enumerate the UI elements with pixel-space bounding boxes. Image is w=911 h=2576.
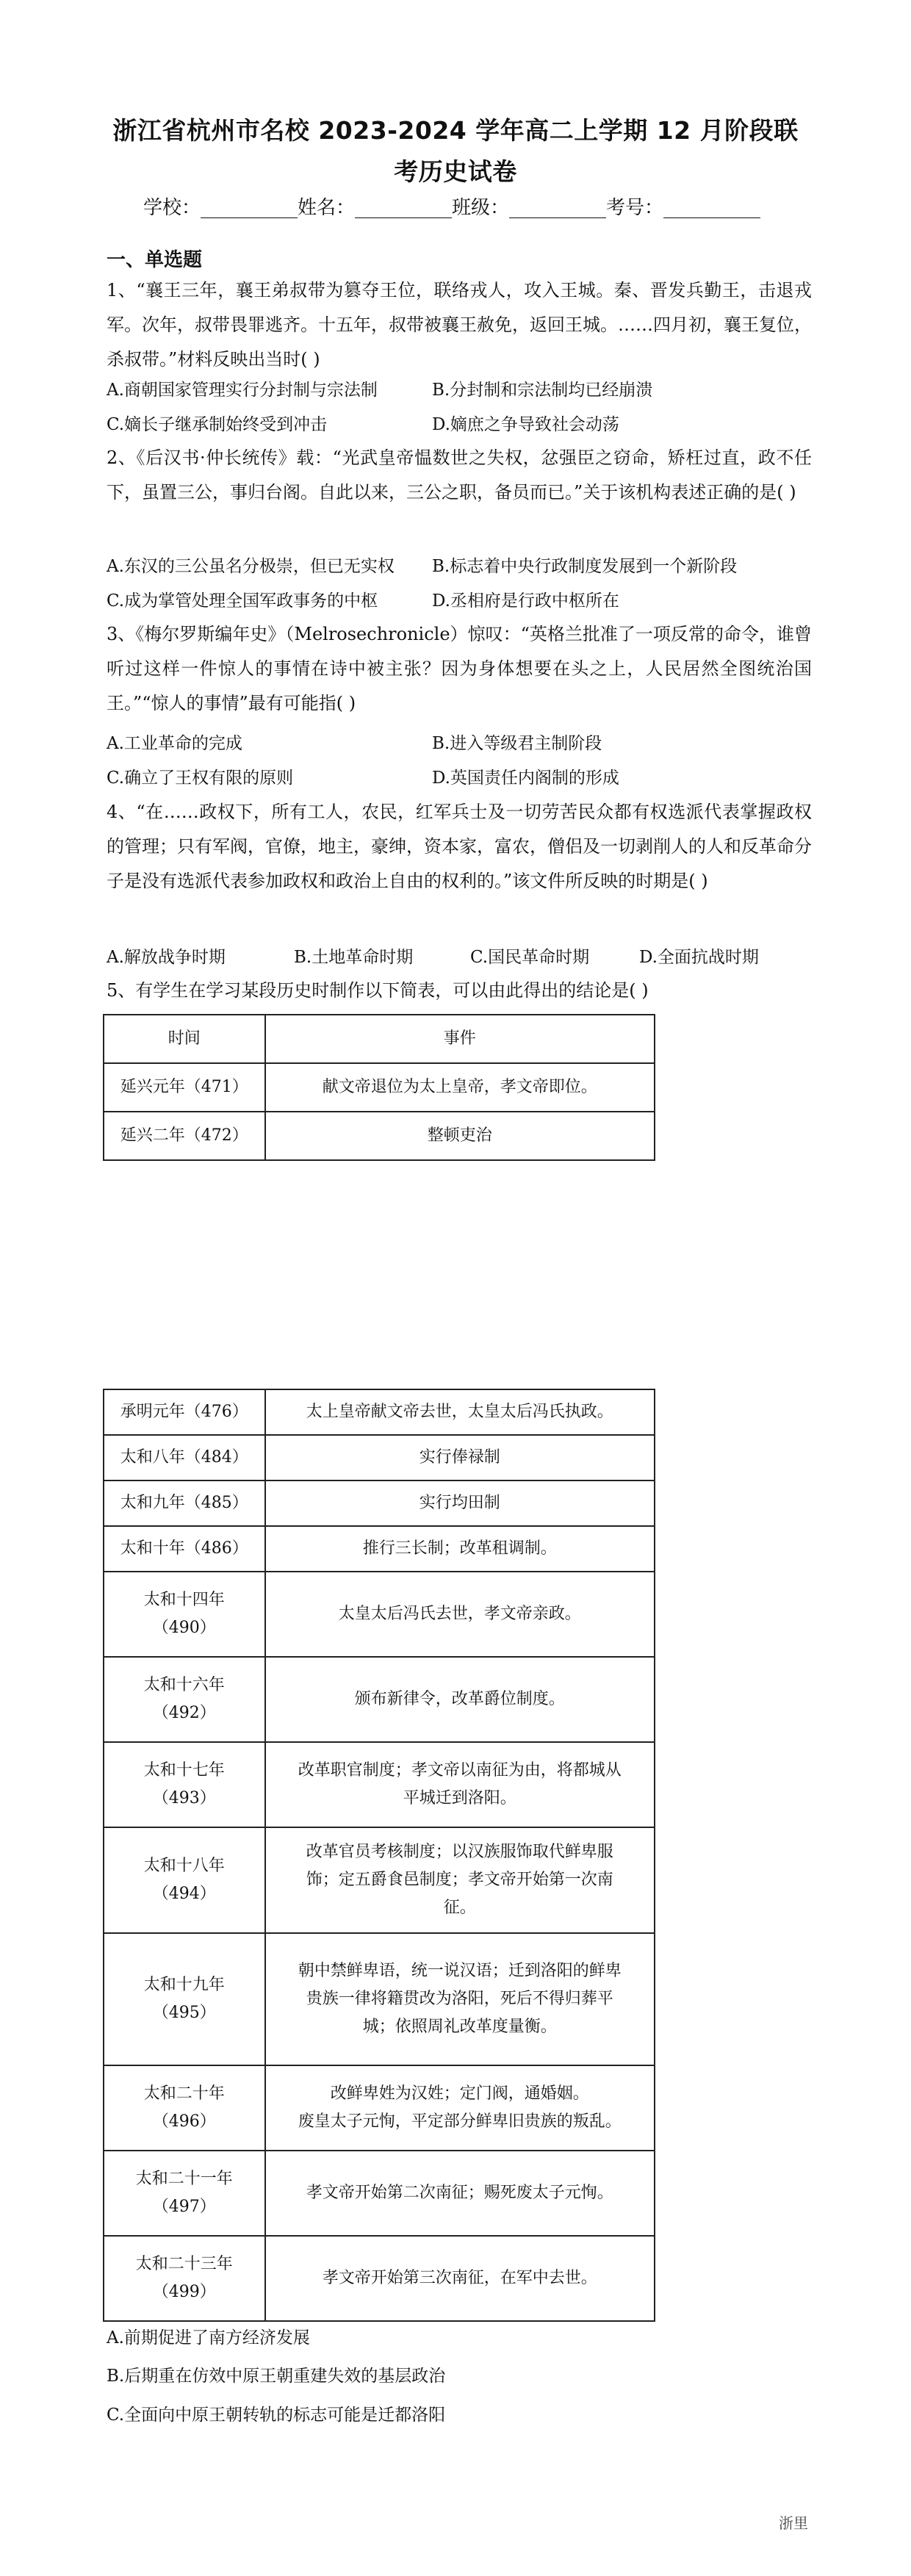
question-1-option-d: D.嫡庶之争导致社会动荡: [432, 415, 619, 434]
table-cell-event: [265, 1526, 655, 1572]
question-3-stem: 3、《梅尔罗斯编年史》（Melrosechronicle）惊叹：“英格兰批准了一项反常的命令，谁曾听过这样一件惊人的事情在诗中被主张？因为身体想要在头之上，人民居然全图统治国王。”“惊人的事情”最有可能指( ): [107, 624, 812, 713]
table-cell-time-line: 太和二十一年: [135, 2170, 233, 2188]
table-cell-event-line: 推行三长制；改革租调制。: [362, 1539, 557, 1558]
table-cell-event-line: 太皇太后冯氏去世，孝文帝亲政。: [338, 1605, 581, 1623]
question-5-stem: 5、有学生在学习某段历史时制作以下简表，可以由此得出的结论是( ): [107, 980, 649, 1001]
table-cell-event-line: 贵族一律将籍贯改为洛阳，死后不得归葬平: [306, 1990, 613, 2008]
table-cell-event: [265, 1657, 655, 1742]
table-cell-time-line: 太和十年（486）: [120, 1539, 248, 1558]
table-cell-time-line: 太和二十三年: [135, 2255, 233, 2273]
table-row: [104, 1657, 655, 1742]
question-4-option-d: D.全面抗战时期: [639, 948, 759, 967]
table-cell-event: [265, 1572, 655, 1657]
table-cell-time-line: （499）: [152, 2283, 216, 2301]
question-2-option-c: C.成为掌管处理全国军政事务的中枢: [107, 591, 378, 611]
table-cell-event-line: 整顿吏治: [427, 1126, 492, 1145]
table-cell-event: [265, 2151, 655, 2236]
table-row: [104, 1063, 655, 1112]
table-cell-time: [104, 1526, 265, 1572]
table-cell-time-line: 太和八年（484）: [120, 1448, 248, 1467]
section-title: 一、单选题: [107, 249, 203, 271]
question-4-option-a: A.解放战争时期: [107, 948, 226, 967]
table-cell-event: [265, 1389, 655, 1435]
table-cell-event-line: 改革官员考核制度；以汉族服饰取代鲜卑服: [306, 1843, 613, 1861]
table-row: [104, 1526, 655, 1572]
question-5-option-c: C.全面向中原王朝转轨的标志可能是迁都洛阳: [107, 2406, 446, 2425]
table-cell-time: [104, 1657, 265, 1742]
table-row: [104, 2151, 655, 2236]
table-row: [104, 2065, 655, 2151]
question-1-option-b: B.分封制和宗法制均已经崩溃: [432, 381, 653, 400]
table-cell-time-line: 延兴元年（471）: [120, 1078, 248, 1096]
question-2-option-a: A.东汉的三公虽名分极崇，但已无实权: [107, 557, 395, 576]
table-cell-event-line: 朝中禁鲜卑语，统一说汉语；迁到洛阳的鲜卑: [298, 1962, 622, 1980]
table-cell-event: [265, 2065, 655, 2151]
table-row: [104, 1112, 655, 1160]
school-label: 学校：: [143, 197, 201, 219]
table-cell-event: [265, 1112, 655, 1160]
table-cell-time: [104, 2151, 265, 2236]
question-5-option-b: B.后期重在仿效中原王朝重建失效的基层政治: [107, 2367, 446, 2386]
question-2-stem: 2、《后汉书·仲长统传》载：“光武皇帝愠数世之失权，忿强臣之窃命，矫枉过直，政不任下，虽置三公，事归台阁。自此以来，三公之职，备员而已。”关于该机构表述正确的是( ): [107, 447, 812, 503]
school-blank: [201, 198, 298, 218]
table-row: [104, 1827, 655, 1933]
table-row: [104, 2236, 655, 2321]
table-cell-time-line: （496）: [152, 2112, 216, 2131]
table-cell-event-line: 征。: [443, 1899, 476, 1917]
table-cell-time-line: 太和十八年: [143, 1857, 225, 1875]
table-cell-event: [265, 1063, 655, 1112]
table-cell-event-line: 孝文帝开始第三次南征，在军中去世。: [322, 2269, 597, 2287]
table-cell-event-line: 城；依照周礼改革度量衡。: [362, 2018, 557, 2036]
table-header-time: 时间: [104, 1015, 265, 1063]
table-cell-event: [265, 1435, 655, 1481]
table-cell-time-line: 太和十六年: [143, 1676, 225, 1694]
class-blank: [509, 198, 606, 218]
table-cell-time-line: （495）: [152, 2004, 216, 2022]
question-5-option-a: A.前期促进了南方经济发展: [107, 2328, 310, 2347]
table-cell-event: [265, 1481, 655, 1526]
question-3-option-d: D.英国责任内阁制的形成: [432, 769, 619, 788]
question-2-option-b: B.标志着中央行政制度发展到一个新阶段: [432, 557, 738, 576]
question-3-option-c: C.确立了王权有限的原则: [107, 769, 294, 788]
table-cell-time-line: 太和十七年: [143, 1761, 225, 1780]
table-cell-event-line: 废皇太子元恂，平定部分鲜卑旧贵族的叛乱。: [298, 2112, 622, 2131]
table-row: [104, 1933, 655, 2065]
table-cell-event-line: 平城迁到洛阳。: [403, 1789, 516, 1807]
table-cell-time-line: 太和十九年: [143, 1976, 225, 1994]
table-cell-event-line: 改革职官制度；孝文帝以南征为由，将都城从: [298, 1761, 622, 1780]
table-cell-time-line: 承明元年（476）: [120, 1403, 248, 1421]
question-1-option-c: C.嫡长子继承制始终受到冲击: [107, 415, 328, 434]
question-4-option-b: B.土地革命时期: [294, 948, 414, 967]
table-cell-time: [104, 2236, 265, 2321]
table-cell-time: [104, 1481, 265, 1526]
table-cell-time-line: 延兴二年（472）: [120, 1126, 248, 1145]
question-1-stem: 1、“襄王三年，襄王弟叔带为篡夺王位，联络戎人，攻入王城。秦、晋发兵勤王，击退戎军。次年，叔带畏罪逃齐。十五年，叔带被襄王赦免，返回王城。……四月初，襄王复位，杀叔带。”材料反映出当时( ): [107, 280, 812, 370]
table-cell-time: [104, 1742, 265, 1827]
name-blank: [355, 198, 452, 218]
history-table-part1: [103, 1014, 655, 1161]
exam-title: 浙江省杭州市名校 2023-2024 学年高二上学期 12 月阶段联考历史试卷: [112, 116, 799, 186]
table-cell-event-line: 颁布新律令，改革爵位制度。: [354, 1690, 565, 1708]
table-row: [104, 1435, 655, 1481]
question-1-option-a: A.商朝国家管理实行分封制与宗法制: [107, 381, 378, 400]
question-3-option-a: A.工业革命的完成: [107, 734, 242, 753]
table-cell-time-line: 太和九年（485）: [120, 1494, 248, 1512]
table-row: [104, 1389, 655, 1435]
question-4-option-c: C.国民革命时期: [470, 948, 590, 967]
page-footer: 浙里: [779, 2514, 808, 2532]
table-row: [104, 1572, 655, 1657]
table-cell-time: [104, 1933, 265, 2065]
name-label: 姓名：: [298, 197, 356, 219]
table-cell-time: [104, 1389, 265, 1435]
table-cell-event: [265, 1742, 655, 1827]
table-cell-event-line: 实行俸禄制: [419, 1448, 500, 1467]
table-cell-time-line: （492）: [152, 1704, 216, 1722]
class-label: 班级：: [452, 197, 510, 219]
exam-number-label: 考号：: [606, 197, 664, 219]
table-cell-time: [104, 1572, 265, 1657]
table-cell-event: [265, 2236, 655, 2321]
table-cell-event-line: 实行均田制: [419, 1494, 500, 1512]
table-cell-time-line: 太和十四年: [143, 1591, 225, 1609]
question-3-option-b: B.进入等级君主制阶段: [432, 734, 602, 753]
table-cell-event-line: 献文帝退位为太上皇帝，孝文帝即位。: [322, 1078, 597, 1096]
table-cell-time: [104, 1112, 265, 1160]
table-cell-time-line: （493）: [152, 1789, 216, 1807]
table-row: [104, 1742, 655, 1827]
table-cell-event-line: 太上皇帝献文帝去世，太皇太后冯氏执政。: [306, 1403, 613, 1421]
table-cell-event: [265, 1933, 655, 2065]
history-table-part2: [103, 1389, 655, 2322]
table-cell-event-line: 孝文帝开始第二次南征；赐死废太子元恂。: [306, 2184, 613, 2202]
table-row: [104, 1481, 655, 1526]
table-cell-time: [104, 1435, 265, 1481]
table-cell-event-line: 饰；定五爵食邑制度；孝文帝开始第一次南: [306, 1871, 613, 1889]
table-cell-time-line: （494）: [152, 1885, 216, 1903]
table-cell-time-line: （490）: [152, 1619, 216, 1637]
student-info-line: [143, 193, 760, 220]
table-cell-time: [104, 2065, 265, 2151]
question-4-stem: 4、“在……政权下，所有工人，农民，红军兵士及一切劳苦民众都有权选派代表掌握政权的管理；只有军阀，官僚，地主，豪绅，资本家，富农，僧侣及一切剥削人的人和反革命分子是没有选派代表参加政权和政治上自由的权利的。”该文件所反映的时期是( ): [107, 802, 812, 891]
table-header-event: 事件: [265, 1015, 655, 1063]
table-cell-event-line: 改鲜卑姓为汉姓；定门阀，通婚姻。: [330, 2084, 589, 2103]
table-header-row: [104, 1015, 655, 1063]
question-2-option-d: D.丞相府是行政中枢所在: [432, 591, 619, 611]
exam-number-blank: [663, 198, 760, 218]
table-cell-time: [104, 1827, 265, 1933]
table-cell-time: [104, 1063, 265, 1112]
table-cell-time-line: （497）: [152, 2198, 216, 2216]
table-cell-time-line: 太和二十年: [143, 2084, 225, 2103]
table-cell-event: [265, 1827, 655, 1933]
